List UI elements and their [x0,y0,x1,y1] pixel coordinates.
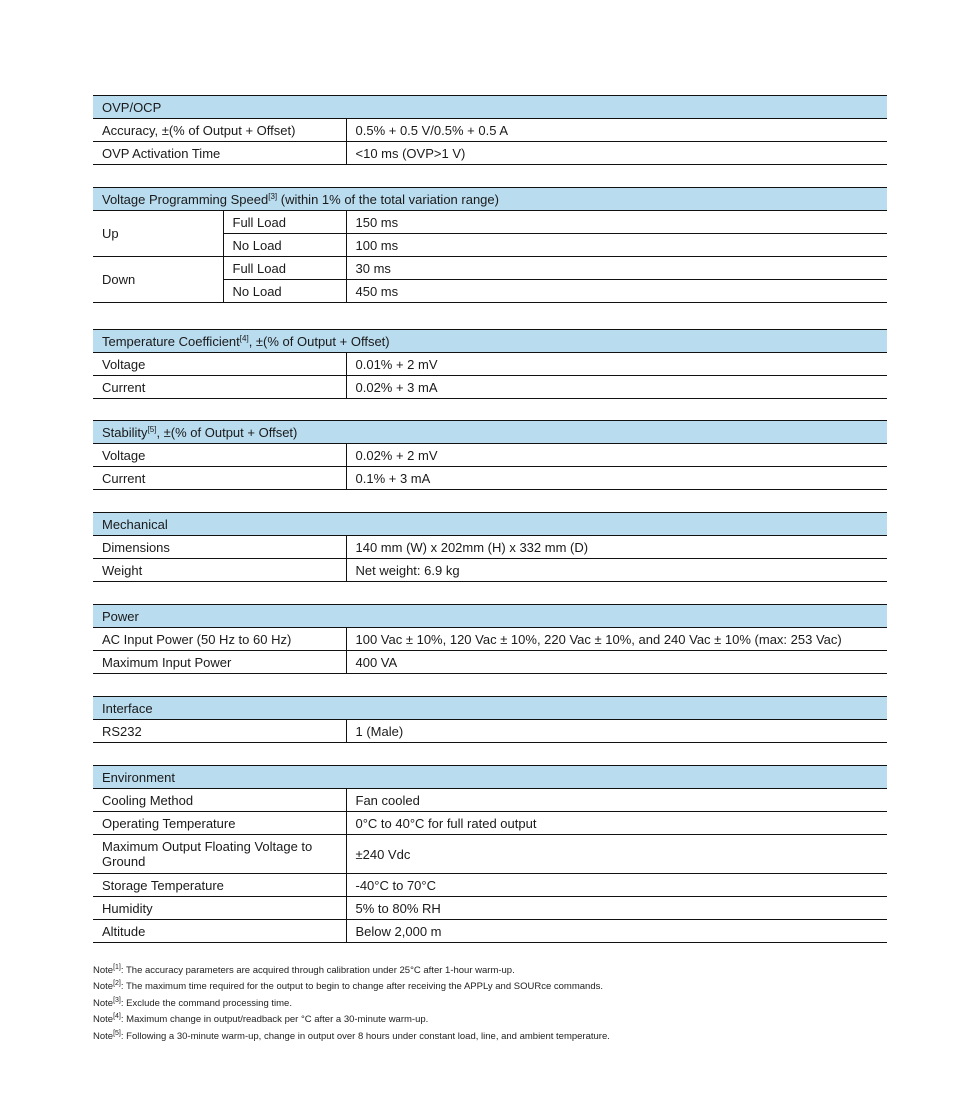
table-row [93,789,887,812]
row-label: Voltage [93,353,346,376]
row-label: Operating Temperature [93,812,346,835]
row-label: Accuracy, ±(% of Output + Offset) [93,119,346,142]
section-title: Interface [93,697,887,720]
table-row [93,835,887,874]
row-value: 0.02% + 2 mV [346,444,887,467]
table-row [93,119,887,142]
table-row [93,467,887,490]
footnote: Note[4]: Maximum change in output/readback per °C after a 30-minute warm-up. [93,1013,429,1026]
row-value: 5% to 80% RH [346,897,887,920]
row-label: Current [93,467,346,490]
table-row [93,257,887,280]
row-value: 30 ms [346,257,887,280]
table-row [93,142,887,165]
table-row [93,720,887,743]
row-value: 0°C to 40°C for full rated output [346,812,887,835]
row-label: Maximum Input Power [93,651,346,674]
row-label: Current [93,376,346,399]
section-title: Environment [93,766,887,789]
row-value: 150 ms [346,211,887,234]
row-value: ±240 Vdc [346,835,887,874]
row-sublabel: No Load [223,280,346,303]
section-title: Stability[5], ±(% of Output + Offset) [93,421,887,444]
row-value: Net weight: 6.9 kg [346,559,887,582]
mechanical-table [93,512,887,582]
table-row [93,920,887,943]
row-value: 450 ms [346,280,887,303]
table-row [93,376,887,399]
row-label: RS232 [93,720,346,743]
spec-sheet [93,95,887,1045]
row-value: 0.02% + 3 mA [346,376,887,399]
table-row [93,536,887,559]
row-value: Below 2,000 m [346,920,887,943]
footnotes [93,963,887,1045]
row-value: 400 VA [346,651,887,674]
section-title: Mechanical [93,513,887,536]
table-row [93,211,887,234]
footnote-ref: [3] [268,191,278,201]
row-label: Weight [93,559,346,582]
programming-speed-table [93,187,887,303]
row-value: 140 mm (W) x 202mm (H) x 332 mm (D) [346,536,887,559]
table-row [93,628,887,651]
footnote: Note[3]: Exclude the command processing time. [93,996,292,1009]
group-label-down: Down [93,257,223,303]
stability-table [93,420,887,490]
footnote: Note[5]: Following a 30-minute warm-up, change in output over 8 hours under constant load, line, and ambient temperature. [93,1029,610,1042]
row-value: 0.1% + 3 mA [346,467,887,490]
ovp-ocp-table [93,95,887,165]
section-title: Power [93,605,887,628]
row-label: Maximum Output Floating Voltage to Ground [93,835,346,874]
footnote-ref: [4] [239,333,249,343]
table-row [93,559,887,582]
row-label: Humidity [93,897,346,920]
table-row [93,444,887,467]
table-row [93,353,887,376]
row-label: Dimensions [93,536,346,559]
row-label: Cooling Method [93,789,346,812]
row-label: AC Input Power (50 Hz to 60 Hz) [93,628,346,651]
row-value: 1 (Male) [346,720,887,743]
section-title: Temperature Coefficient[4], ±(% of Output + Offset) [93,330,887,353]
footnote-ref: [5] [147,424,157,434]
table-row [93,651,887,674]
row-sublabel: Full Load [223,211,346,234]
row-sublabel: No Load [223,234,346,257]
section-title: Voltage Programming Speed[3] (within 1% of the total variation range) [93,188,887,211]
table-row [93,812,887,835]
environment-table [93,765,887,943]
row-value: 100 ms [346,234,887,257]
row-value: 0.5% + 0.5 V/0.5% + 0.5 A [346,119,887,142]
group-label-up: Up [93,211,223,257]
row-label: Storage Temperature [93,874,346,897]
row-value: <10 ms (OVP>1 V) [346,142,887,165]
temperature-coefficient-table [93,329,887,399]
row-value: Fan cooled [346,789,887,812]
row-label: Altitude [93,920,346,943]
row-value: 0.01% + 2 mV [346,353,887,376]
table-row [93,874,887,897]
row-sublabel: Full Load [223,257,346,280]
interface-table [93,696,887,743]
row-value: 100 Vac ± 10%, 120 Vac ± 10%, 220 Vac ± 10%, and 240 Vac ± 10% (max: 253 Vac) [346,628,887,651]
row-label: Voltage [93,444,346,467]
table-row [93,897,887,920]
row-value: -40°C to 70°C [346,874,887,897]
footnote: Note[2]: The maximum time required for the output to begin to change after receiving the APPLy and SOURce commands. [93,980,603,993]
section-title: OVP/OCP [93,96,887,119]
row-label: OVP Activation Time [93,142,346,165]
power-table [93,604,887,674]
footnote: Note[1]: The accuracy parameters are acquired through calibration under 25°C after 1-hour warm-up. [93,964,515,976]
